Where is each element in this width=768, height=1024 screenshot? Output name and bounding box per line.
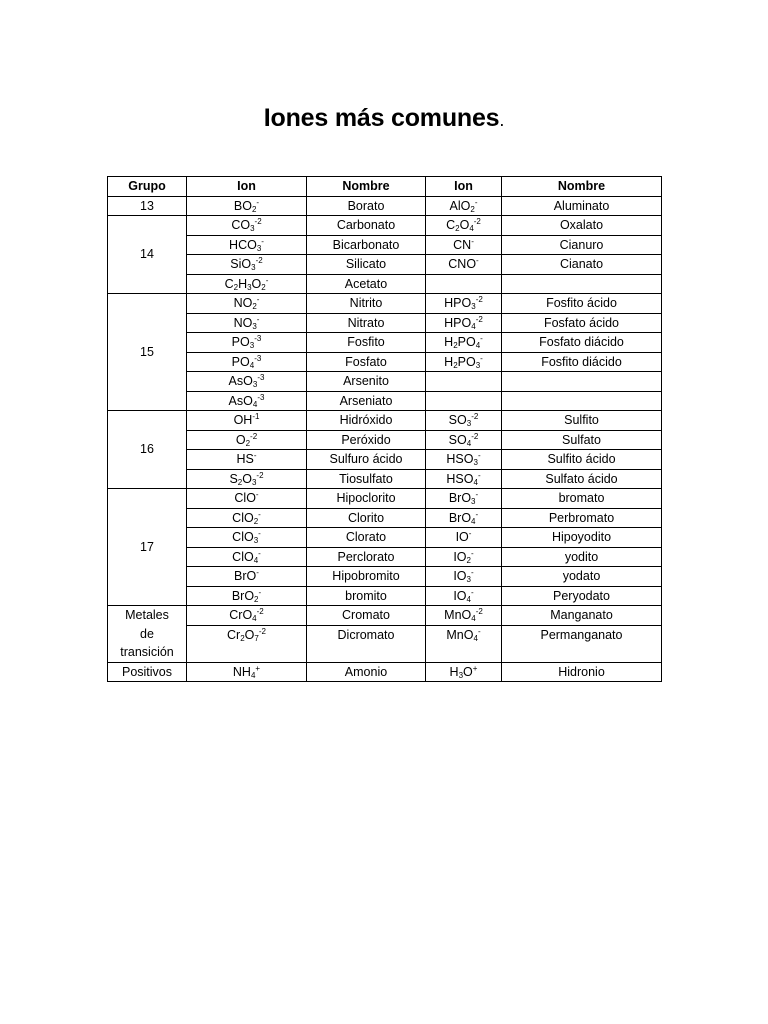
table-row bbox=[108, 235, 662, 255]
ion-cell: $PO_4^{-3}$ bbox=[187, 352, 307, 372]
ion-cell: ClO$_3$- bbox=[187, 528, 307, 548]
ion-cell: $IO_3^-$ bbox=[426, 567, 502, 587]
name-cell: Fosfato diácido bbox=[502, 333, 662, 353]
name-cell: Peróxido bbox=[307, 430, 426, 450]
table-row bbox=[108, 606, 662, 626]
header-ion-1: Ion bbox=[187, 177, 307, 197]
ion-cell: ClO- bbox=[187, 489, 307, 509]
header-nombre-2: Nombre bbox=[502, 177, 662, 197]
ion-cell: HS- bbox=[187, 450, 307, 470]
ion-cell bbox=[426, 274, 502, 294]
table-row bbox=[108, 508, 662, 528]
ion-cell: $HSO_3^-$ bbox=[426, 450, 502, 470]
group-cell: Metales de transición bbox=[108, 606, 187, 663]
name-cell: Hipoyodito bbox=[502, 528, 662, 548]
name-cell: Sulfato bbox=[502, 430, 662, 450]
name-cell: Oxalato bbox=[502, 216, 662, 236]
group-cell: 13 bbox=[108, 196, 187, 216]
group-cell: 17 bbox=[108, 489, 187, 606]
name-cell: Perbromato bbox=[502, 508, 662, 528]
name-cell: Arsenito bbox=[307, 372, 426, 392]
ion-cell: $Cr_2O_7^{-2}$ bbox=[187, 625, 307, 662]
ion-cell bbox=[426, 372, 502, 392]
table-row bbox=[108, 411, 662, 431]
table-row bbox=[108, 662, 662, 682]
name-cell: Sulfito bbox=[502, 411, 662, 431]
table-row bbox=[108, 489, 662, 509]
table-row bbox=[108, 567, 662, 587]
name-cell: Nitrito bbox=[307, 294, 426, 314]
ion-cell: $NO_2^-$ bbox=[187, 294, 307, 314]
table-row bbox=[108, 450, 662, 470]
page-title bbox=[0, 104, 768, 133]
table-row bbox=[108, 430, 662, 450]
ion-cell: $S_2O_3^{-2}$ bbox=[187, 469, 307, 489]
ion-cell: $NO_3^-$ bbox=[187, 313, 307, 333]
name-cell: Fosfato ácido bbox=[502, 313, 662, 333]
name-cell: Nitrato bbox=[307, 313, 426, 333]
name-cell: Fosfito ácido bbox=[502, 294, 662, 314]
ion-cell: $HPO_4^{-2}$ bbox=[426, 313, 502, 333]
table-row bbox=[108, 586, 662, 606]
table-row bbox=[108, 313, 662, 333]
ion-cell: $O_2^{-2}$ bbox=[187, 430, 307, 450]
ions-table bbox=[107, 176, 662, 682]
name-cell: Fosfito diácido bbox=[502, 352, 662, 372]
name-cell: Perclorato bbox=[307, 547, 426, 567]
group-cell: 16 bbox=[108, 411, 187, 489]
ion-cell: $H_3O^+$ bbox=[426, 662, 502, 682]
table-row bbox=[108, 391, 662, 411]
ion-cell: ClO$_4$- bbox=[187, 547, 307, 567]
name-cell: Carbonato bbox=[307, 216, 426, 236]
name-cell: Cromato bbox=[307, 606, 426, 626]
ion-cell: $CO_3^{-2}$ bbox=[187, 216, 307, 236]
header-nombre-1: Nombre bbox=[307, 177, 426, 197]
ion-cell: $IO_4^-$ bbox=[426, 586, 502, 606]
table-row bbox=[108, 352, 662, 372]
ion-cell: $BO_2^-$ bbox=[187, 196, 307, 216]
table-row bbox=[108, 255, 662, 275]
table-row bbox=[108, 372, 662, 392]
table-row bbox=[108, 216, 662, 236]
ion-cell: $OH^{-1}$ bbox=[187, 411, 307, 431]
table-row bbox=[108, 196, 662, 216]
name-cell: Cianato bbox=[502, 255, 662, 275]
ion-cell: AsO$_3^{-3}$ bbox=[187, 372, 307, 392]
group-cell: 14 bbox=[108, 216, 187, 294]
ion-cell: BrO$_2$- bbox=[187, 586, 307, 606]
ion-cell: $PO_3^{-3}$ bbox=[187, 333, 307, 353]
table-row bbox=[108, 528, 662, 548]
ion-cell: AlO$_2$- bbox=[426, 196, 502, 216]
name-cell: Hipobromito bbox=[307, 567, 426, 587]
name-cell: Permanganato bbox=[502, 625, 662, 662]
ion-cell: $H_2PO_3^-$ bbox=[426, 352, 502, 372]
name-cell: Sulfuro ácido bbox=[307, 450, 426, 470]
ion-cell: $HPO_3^{-2}$ bbox=[426, 294, 502, 314]
name-cell: Borato bbox=[307, 196, 426, 216]
ion-cell: IO- bbox=[426, 528, 502, 548]
name-cell: Tiosulfato bbox=[307, 469, 426, 489]
ion-cell: BrO- bbox=[187, 567, 307, 587]
ion-cell: SiO$_3^{-2}$ bbox=[187, 255, 307, 275]
table-row bbox=[108, 333, 662, 353]
name-cell bbox=[502, 391, 662, 411]
name-cell: Dicromato bbox=[307, 625, 426, 662]
ion-cell: $SO_4^{-2}$ bbox=[426, 430, 502, 450]
table-row bbox=[108, 625, 662, 662]
name-cell: Amonio bbox=[307, 662, 426, 682]
title-punctuation: . bbox=[499, 110, 505, 130]
table-body bbox=[108, 196, 662, 682]
name-cell: Silicato bbox=[307, 255, 426, 275]
name-cell: bromito bbox=[307, 586, 426, 606]
header-grupo: Grupo bbox=[108, 177, 187, 197]
ion-cell: BrO$_3$- bbox=[426, 489, 502, 509]
name-cell: Sulfito ácido bbox=[502, 450, 662, 470]
name-cell bbox=[502, 274, 662, 294]
name-cell bbox=[502, 372, 662, 392]
name-cell: Clorito bbox=[307, 508, 426, 528]
name-cell: Acetato bbox=[307, 274, 426, 294]
table-row bbox=[108, 547, 662, 567]
ion-cell: CN- bbox=[426, 235, 502, 255]
ion-cell: $NH_4^+$ bbox=[187, 662, 307, 682]
ion-cell: AsO$_4^{-3}$ bbox=[187, 391, 307, 411]
name-cell: Manganato bbox=[502, 606, 662, 626]
ion-cell: $HCO_3^-$ bbox=[187, 235, 307, 255]
ion-cell: CrO$_4^{-2}$ bbox=[187, 606, 307, 626]
name-cell: yodito bbox=[502, 547, 662, 567]
ion-cell: $IO_2^-$ bbox=[426, 547, 502, 567]
ion-cell: MnO$_4^{-2}$ bbox=[426, 606, 502, 626]
ion-cell: $HSO_4^-$ bbox=[426, 469, 502, 489]
ion-cell: $SO_3^{-2}$ bbox=[426, 411, 502, 431]
name-cell: Clorato bbox=[307, 528, 426, 548]
name-cell: Aluminato bbox=[502, 196, 662, 216]
ion-cell: $C_2O_4^{-2}$ bbox=[426, 216, 502, 236]
header-ion-2: Ion bbox=[426, 177, 502, 197]
group-cell: 15 bbox=[108, 294, 187, 411]
ion-cell: BrO$_4$- bbox=[426, 508, 502, 528]
name-cell: Hidróxido bbox=[307, 411, 426, 431]
ion-cell: $C_2H_3O_2^-$ bbox=[187, 274, 307, 294]
ion-cell: $H_2PO_4^-$ bbox=[426, 333, 502, 353]
ion-cell: CNO- bbox=[426, 255, 502, 275]
name-cell: Hipoclorito bbox=[307, 489, 426, 509]
name-cell: Cianuro bbox=[502, 235, 662, 255]
name-cell: bromato bbox=[502, 489, 662, 509]
name-cell: Fosfato bbox=[307, 352, 426, 372]
name-cell: yodato bbox=[502, 567, 662, 587]
name-cell: Hidronio bbox=[502, 662, 662, 682]
title-text: Iones más comunes bbox=[263, 104, 500, 132]
ion-cell bbox=[426, 391, 502, 411]
table-row bbox=[108, 294, 662, 314]
ion-cell: ClO$_2$- bbox=[187, 508, 307, 528]
ion-cell: MnO$_4$- bbox=[426, 625, 502, 662]
name-cell: Bicarbonato bbox=[307, 235, 426, 255]
group-cell: Positivos bbox=[108, 662, 187, 682]
name-cell: Sulfato ácido bbox=[502, 469, 662, 489]
table-header-row bbox=[108, 177, 662, 197]
name-cell: Arseniato bbox=[307, 391, 426, 411]
name-cell: Peryodato bbox=[502, 586, 662, 606]
name-cell: Fosfito bbox=[307, 333, 426, 353]
table-row bbox=[108, 274, 662, 294]
table-row bbox=[108, 469, 662, 489]
